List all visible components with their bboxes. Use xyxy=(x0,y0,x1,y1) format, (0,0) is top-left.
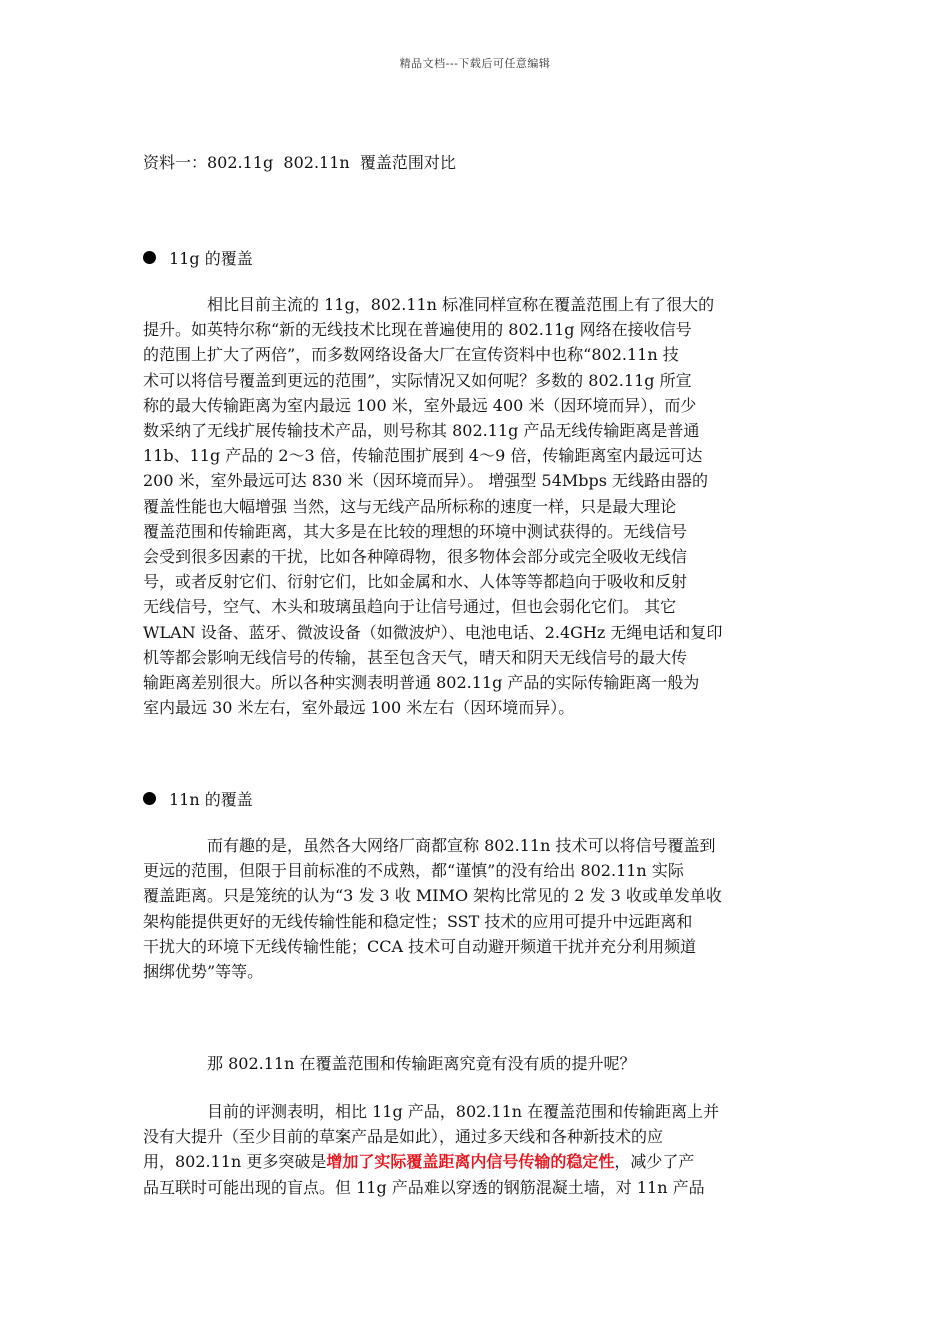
paragraph-line: WLAN 设备、蓝牙、微波设备（如微波炉）、电池电话、2.4GHz 无绳电话和复印 xyxy=(143,622,723,642)
question-paragraph xyxy=(143,1051,803,1076)
paragraph-line: 覆盖距离。只是笼统的认为“3 发 3 收 MIMO 架构比常见的 2 发 3 收或单发单收 xyxy=(143,886,722,906)
paragraph-line: 数采纳了无线扩展传输技术产品，则号称其 802.11g 产品无线传输距离是普通 xyxy=(143,421,700,441)
paragraph-11n-coverage xyxy=(143,833,803,984)
section-heading-text: 11g 的覆盖 xyxy=(169,249,253,268)
paragraph-line: 机等都会影响无线信号的传输，甚至包含天气，晴天和阴天无线信号的最大传 xyxy=(143,647,688,667)
section-heading-11n xyxy=(143,787,253,810)
paragraph-line: 的范围上扩大了两倍”，而多数网络设备大厂在宣传资料中也称“802.11n 技 xyxy=(143,345,679,365)
bullet-icon xyxy=(143,792,156,805)
paragraph-line: 捆绑优势”等等。 xyxy=(143,962,264,982)
paragraph-line: 室内最远 30 米左右，室外最远 100 米左右（因环境而异）。 xyxy=(143,698,575,718)
paragraph-line: 干扰大的环境下无线传输性能；CCA 技术可自动避开频道干扰并充分利用频道 xyxy=(143,936,697,956)
paragraph-line: 输距离差别很大。所以各种实测表明普通 802.11g 产品的实际传输距离一般为 xyxy=(143,673,700,693)
paragraph-line: 覆盖性能也大幅增强 当然，这与无线产品所标称的速度一样，只是最大理论 xyxy=(143,496,677,516)
paragraph-line: 架构能提供更好的无线传输性能和稳定性；SST 技术的应用可提升中远距离和 xyxy=(143,911,693,931)
paragraph-line: 会受到很多因素的干扰，比如各种障碍物，很多物体会部分或完全吸收无线信 xyxy=(143,547,688,567)
paragraph-line: 200 米，室外最远可达 830 米（因环境而异）。 增强型 54Mbps 无线路由器的 xyxy=(143,471,709,491)
question-text: 那 802.11n 在覆盖范围和传输距离究竟有没有质的提升呢？ xyxy=(207,1054,636,1073)
paragraph-line: 品互联时可能出现的盲点。但 11g 产品难以穿透的钢筋混凝土墙，对 11n 产品 xyxy=(143,1177,705,1197)
paragraph-line: 术可以将信号覆盖到更远的范围”，实际情况又如何呢？多数的 802.11g 所宣 xyxy=(143,370,692,390)
paragraph-line: 而有趣的是，虽然各大网络厂商都宣称 802.11n 技术可以将信号覆盖到 xyxy=(207,836,716,855)
paragraph-line: 相比目前主流的 11g，802.11n 标准同样宣称在覆盖范围上有了很大的 xyxy=(207,295,715,314)
document-title: 资料一：802.11g 802.11n 覆盖范围对比 xyxy=(143,153,456,172)
paragraph-evaluation xyxy=(143,1099,803,1200)
section-heading-text: 11n 的覆盖 xyxy=(169,790,253,809)
emphasis-text: 增加了实际覆盖距离内信号传输的稳定性 xyxy=(326,1152,615,1172)
paragraph-line: 更远的范围，但限于目前标准的不成熟，都“谨慎”的没有给出 802.11n 实际 xyxy=(143,861,684,881)
paragraph-line: 覆盖范围和传输距离，其大多是在比较的理想的环境中测试获得的。无线信号 xyxy=(143,521,688,541)
paragraph-11g-coverage xyxy=(143,292,803,720)
paragraph-line-segment: ，减少了产 xyxy=(614,1152,695,1172)
paragraph-line: 没有大提升（至少目前的草案产品是如此），通过多天线和各种新技术的应 xyxy=(143,1127,664,1147)
paragraph-line: 称的最大传输距离为室内最远 100 米，室外最远 400 米（因环境而异），而少 xyxy=(143,395,697,415)
section-heading-11g xyxy=(143,246,253,269)
paragraph-line: 提升。如英特尔称“新的无线技术比现在普遍使用的 802.11g 网络在接收信号 xyxy=(143,320,692,340)
paragraph-line: 11b、11g 产品的 2～3 倍，传输范围扩展到 4～9 倍，传输距离室内最远可达 xyxy=(143,446,703,466)
bullet-icon xyxy=(143,251,156,264)
page-header: 精品文档---下载后可任意编辑 xyxy=(399,57,551,70)
paragraph-line: 目前的评测表明，相比 11g 产品，802.11n 在覆盖范围和传输距离上并 xyxy=(207,1102,720,1121)
paragraph-line xyxy=(143,1149,803,1174)
paragraph-line: 号，或者反射它们、衍射它们，比如金属和水、人体等等都趋向于吸收和反射 xyxy=(143,572,688,592)
paragraph-line-segment: 用，802.11n 更多突破是 xyxy=(143,1152,327,1172)
paragraph-line: 无线信号，空气、木头和玻璃虽趋向于让信号通过，但也会弱化它们。 其它 xyxy=(143,597,677,617)
